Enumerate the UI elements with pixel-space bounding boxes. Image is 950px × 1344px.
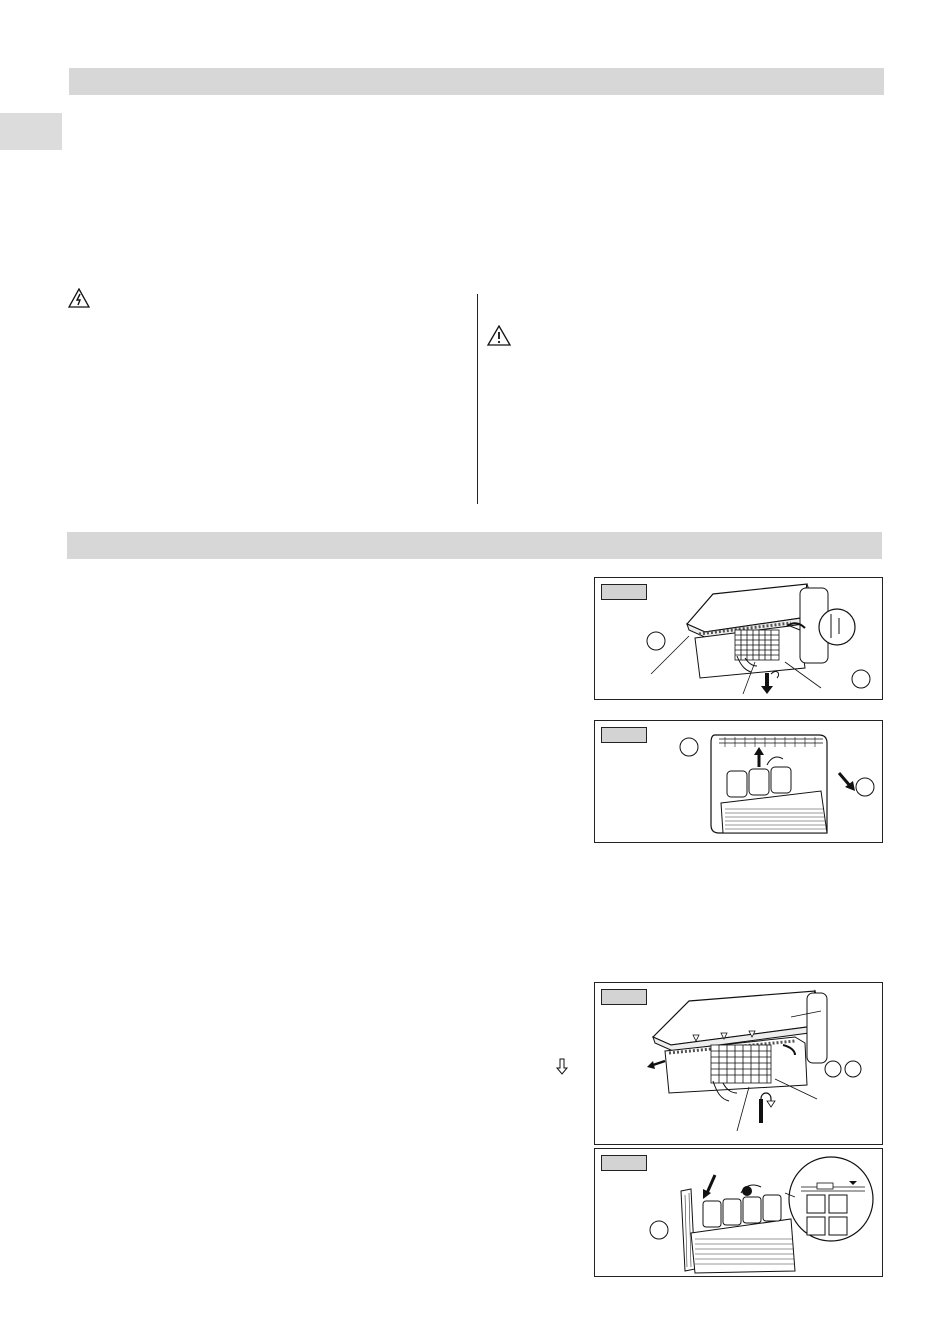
exclamation-icon (487, 325, 511, 346)
figure-4-tag (601, 1155, 647, 1171)
high-voltage-icon (68, 288, 90, 308)
figure-1-open-panel (594, 577, 883, 700)
figure-3-insert-filter (594, 982, 883, 1145)
figure-4-place-filters (594, 1148, 883, 1277)
figure-3-drawing (595, 983, 882, 1144)
figure-2-tag (601, 727, 647, 743)
section-bar-top (69, 68, 884, 95)
language-side-tab (0, 113, 62, 150)
figure-2-front-view (594, 720, 883, 843)
figure-1-tag (601, 584, 647, 600)
column-divider (477, 294, 478, 504)
figure-3-tag (601, 989, 647, 1005)
section-bar-filter (67, 532, 882, 559)
down-arrow-outline-icon (555, 1058, 569, 1076)
